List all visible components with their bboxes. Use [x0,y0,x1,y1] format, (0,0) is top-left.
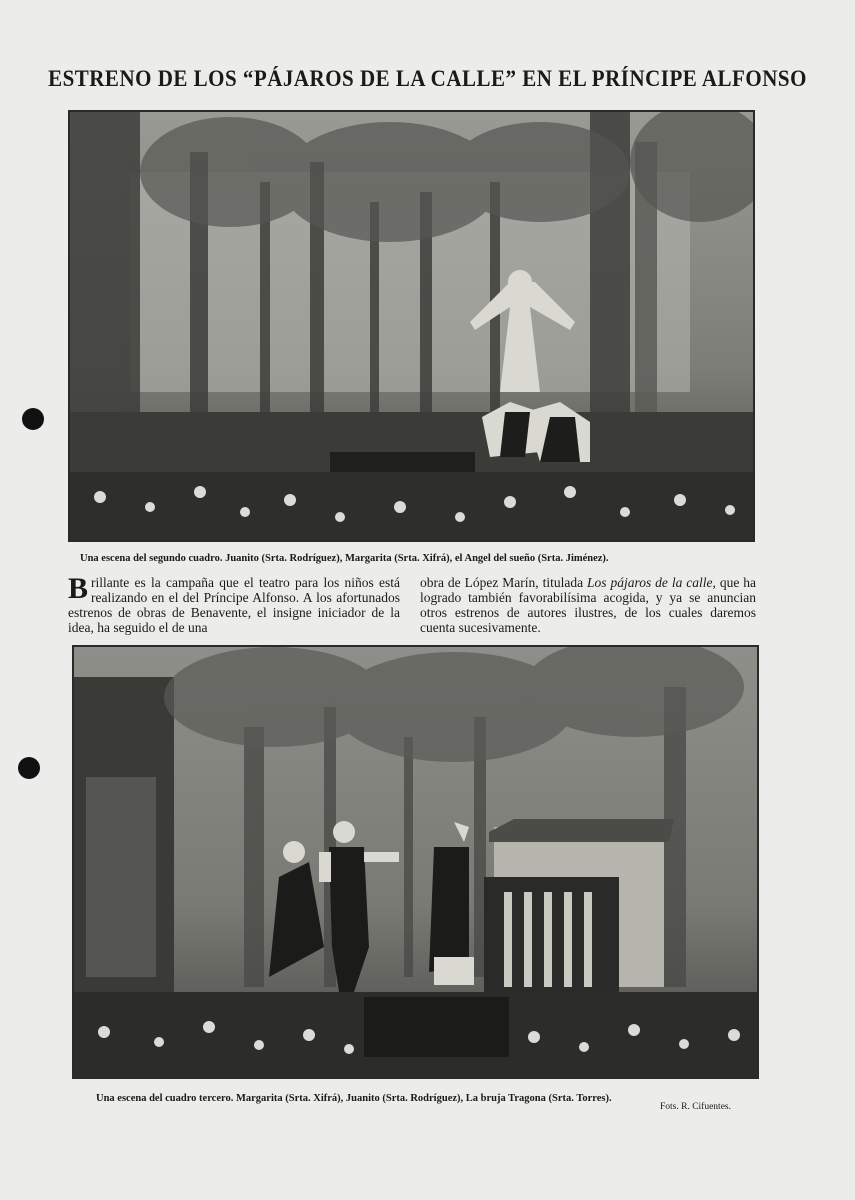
photo-caption-third-scene: Una escena del cuadro tercero. Margarita (Srta. Xifrá), Juanito (Srta. Rodríguez), La bruja Tragona (Srta. Torres). [96,1093,612,1104]
drop-cap: B [68,572,89,605]
article-text-right-start: obra de López Marín, titulada [420,575,588,590]
play-title: Los pájaros de la calle [587,575,713,590]
article-column-right [420,575,756,635]
page-title: ESTRENO DE LOS “PÁJAROS DE LA CALLE” EN EL PRÍNCIPE ALFONSO [48,64,807,92]
stage-photo-illustration-2 [74,647,757,1077]
article-column-left [68,572,400,635]
photo-caption-second-scene: Una escena del segundo cuadro. Juanito (Srta. Rodríguez), Margarita (Srta. Xifrá), el Angel del sueño (Srta. Jiménez). [80,553,609,564]
stage-photo-illustration [70,112,753,540]
punch-hole-top [22,408,44,430]
punch-hole-bottom [18,757,40,779]
article-text-right-end: , que ha logrado también favorabilísima acogida, y ya se anuncian otros estrenos de autores ilustres, de los cuales daremos cuenta sucesivamente. [420,575,756,635]
photo-second-scene [68,110,755,542]
photo-third-scene [72,645,759,1079]
article-text-left: rillante es la campaña que el teatro para los niños está realizando en el del Príncipe Alfonso. A los afortunados estrenos de obras de Benavente, el insigne iniciador de la idea, ha seguido el de una [68,575,400,635]
photo-credit: Fots. R. Cifuentes. [660,1102,731,1112]
